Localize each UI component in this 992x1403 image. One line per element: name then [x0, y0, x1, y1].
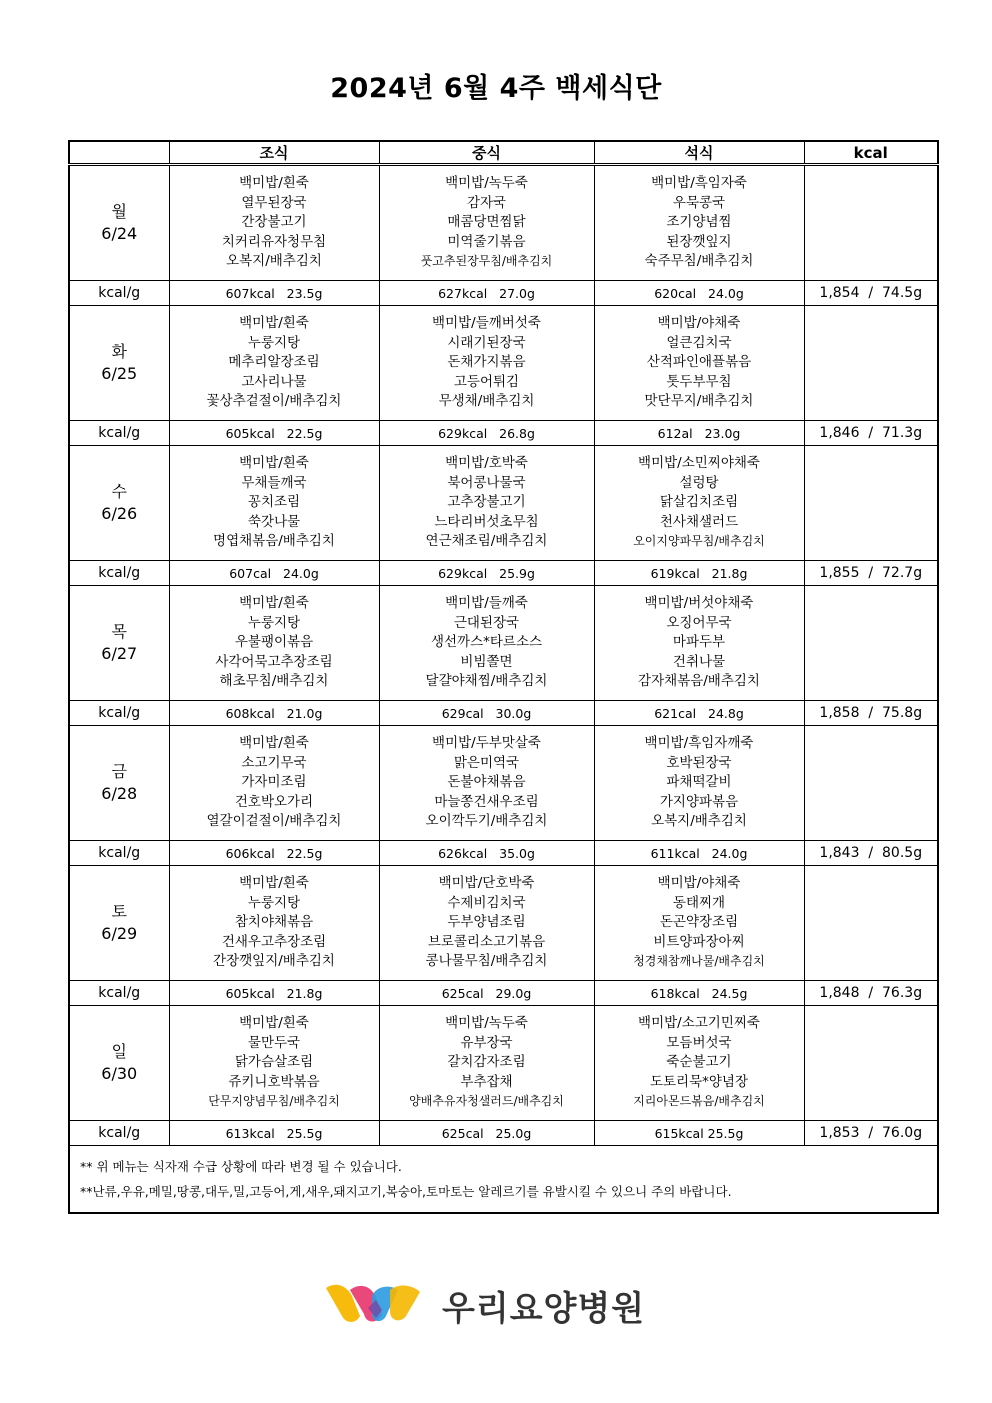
kcal-dinner: 620cal 24.0g — [594, 281, 804, 306]
kcal-total: 1,854 / 74.5g — [804, 281, 938, 306]
menu-item: 비빔쫄면 — [460, 653, 513, 670]
menu-item: 열무된장국 — [241, 194, 307, 211]
kcal-blank-cell — [804, 446, 938, 561]
breakfast-menu-cell — [169, 306, 379, 421]
menu-item: 사각어묵고추장조림 — [215, 653, 333, 670]
day-row — [69, 306, 938, 421]
menu-item: 비트양파장아찌 — [653, 933, 745, 950]
menu-item: 모듬버섯국 — [666, 1034, 732, 1051]
dinner-menu-cell — [594, 446, 804, 561]
kcal-lunch: 626kcal 35.0g — [379, 841, 594, 866]
kcal-row — [69, 281, 938, 306]
breakfast-menu-cell — [169, 446, 379, 561]
menu-item: 근대된장국 — [453, 614, 520, 631]
menu-item: 천사채샐러드 — [659, 513, 739, 530]
menu-item: 호박된장국 — [666, 754, 732, 771]
menu-item: 돈채가지볶음 — [447, 354, 526, 371]
kcal-breakfast: 607kcal 23.5g — [169, 281, 379, 306]
day-row — [69, 446, 938, 561]
menu-item: 고추장불고기 — [447, 494, 526, 511]
note-allergy: **난류,우유,메밀,땅콩,대두,밀,고등어,게,새우,돼지고기,복숭아,토마토는 알레르기를 유발시킬 수 있으니 주의 바랍니다. — [80, 1184, 732, 1199]
kcal-dinner: 611kcal 24.0g — [594, 841, 804, 866]
menu-item: 풋고추된장무침/배추김치 — [420, 254, 553, 269]
menu-item: 백미밥/야채죽 — [657, 315, 741, 332]
kcal-total: 1,843 / 80.5g — [804, 841, 938, 866]
kcal-label: kcal/g — [69, 421, 169, 446]
menu-item: 누룽지탕 — [247, 894, 301, 911]
menu-item: 백미밥/흑임자죽 — [651, 175, 747, 192]
breakfast-menu-cell — [169, 726, 379, 841]
menu-item: 가지양파볶음 — [659, 793, 739, 810]
kcal-label: kcal/g — [69, 1121, 169, 1146]
menu-item: 브로콜리소고기볶음 — [427, 933, 546, 950]
day-name: 금 — [111, 762, 127, 781]
menu-item: 맑은미역국 — [453, 754, 520, 771]
menu-item: 백미밥/야채죽 — [657, 875, 741, 892]
menu-item: 북어콩나물국 — [447, 474, 526, 491]
breakfast-menu-cell — [169, 586, 379, 701]
menu-item: 해초무침/배추김치 — [219, 673, 329, 690]
menu-item: 건호박오가리 — [234, 793, 314, 810]
menu-item: 백미밥/두부맛살죽 — [432, 735, 541, 752]
kcal-breakfast: 606kcal 22.5g — [169, 841, 379, 866]
kcal-blank-cell — [804, 165, 938, 281]
menu-item: 백미밥/흑임자깨죽 — [644, 735, 754, 752]
kcal-row — [69, 701, 938, 726]
kcal-lunch: 625cal 25.0g — [379, 1121, 594, 1146]
menu-item: 마늘쫑건새우조림 — [434, 793, 539, 810]
kcal-blank-cell — [804, 1006, 938, 1121]
kcal-total: 1,858 / 75.8g — [804, 701, 938, 726]
day-name: 일 — [111, 1042, 127, 1061]
kcal-lunch: 625cal 29.0g — [379, 981, 594, 1006]
dinner-menu-cell — [594, 1006, 804, 1121]
kcal-lunch: 629kcal 25.9g — [379, 561, 594, 586]
lunch-menu-cell — [379, 165, 594, 281]
menu-item: 시래기된장국 — [447, 334, 526, 351]
kcal-breakfast: 607cal 24.0g — [169, 561, 379, 586]
kcal-row — [69, 841, 938, 866]
day-row — [69, 165, 938, 281]
menu-item: 매콤당면찜닭 — [447, 214, 526, 231]
menu-item: 백미밥/호박죽 — [445, 455, 528, 472]
menu-item: 무생채/배추김치 — [438, 393, 535, 410]
menu-item: 지리아몬드볶음/배추김치 — [633, 1094, 765, 1109]
menu-item: 파채떡갈비 — [666, 774, 732, 791]
header-blank — [69, 141, 169, 165]
day-cell — [69, 446, 169, 561]
day-name: 수 — [111, 482, 127, 501]
day-name: 목 — [111, 622, 127, 641]
notes — [69, 1146, 938, 1214]
kcal-total: 1,855 / 72.7g — [804, 561, 938, 586]
kcal-row — [69, 981, 938, 1006]
menu-item: 메추리알장조림 — [228, 354, 320, 371]
menu-item: 조기양념찜 — [666, 214, 732, 231]
dinner-menu-cell — [594, 306, 804, 421]
menu-item: 산적파인애플볶음 — [646, 354, 752, 371]
dinner-menu-cell — [594, 866, 804, 981]
kcal-breakfast: 608kcal 21.0g — [169, 701, 379, 726]
menu-item: 오복지/배추김치 — [226, 253, 322, 270]
menu-item: 맛단무지/배추김치 — [644, 393, 754, 410]
menu-item: 된장깻잎지 — [666, 233, 732, 250]
menu-item: 고등어튀김 — [453, 373, 520, 390]
menu-item: 동태찌개 — [672, 894, 726, 911]
day-date: 6/25 — [101, 364, 138, 383]
logo-mark-icon — [320, 1278, 440, 1328]
kcal-lunch: 629cal 30.0g — [379, 701, 594, 726]
header-kcal: kcal — [804, 141, 938, 165]
menu-item: 느타리버섯초무침 — [434, 513, 539, 530]
menu-item: 간장불고기 — [241, 214, 307, 231]
menu-item: 얼큰김치국 — [666, 334, 732, 351]
menu-item: 백미밥/흰죽 — [239, 735, 309, 752]
kcal-breakfast: 605kcal 21.8g — [169, 981, 379, 1006]
menu-item: 닭살김치조림 — [659, 494, 739, 511]
menu-item: 우묵콩국 — [672, 194, 726, 211]
menu-item: 가자미조림 — [241, 774, 307, 791]
lunch-menu-cell — [379, 306, 594, 421]
hospital-logo — [320, 1278, 660, 1328]
menu-item: 톳두부무침 — [666, 373, 732, 390]
menu-item: 설렁탕 — [679, 474, 719, 491]
menu-item: 달걀야채찜/배추김치 — [425, 673, 548, 690]
menu-item: 물만두국 — [247, 1034, 301, 1051]
day-name: 토 — [111, 902, 127, 921]
lunch-menu-cell — [379, 586, 594, 701]
menu-item: 백미밥/단호박죽 — [438, 875, 535, 892]
note-change: ** 위 메뉴는 식자재 수급 상황에 따라 변경 될 수 있습니다. — [80, 1159, 402, 1174]
menu-item: 백미밥/소고기민찌죽 — [638, 1015, 760, 1032]
menu-item: 무채들깨국 — [241, 474, 307, 491]
menu-item: 백미밥/녹두죽 — [445, 175, 528, 192]
menu-item: 생선까스*타르소스 — [430, 634, 543, 651]
hospital-name: 우리요양병원 — [442, 1289, 646, 1329]
menu-item: 백미밥/흰죽 — [239, 1015, 309, 1032]
menu-item: 누룽지탕 — [247, 334, 301, 351]
day-date: 6/26 — [101, 504, 138, 523]
menu-item: 도토리묵*양념장 — [649, 1073, 749, 1090]
kcal-dinner: 619kcal 21.8g — [594, 561, 804, 586]
menu-item: 고사리나물 — [241, 373, 307, 390]
day-cell — [69, 1006, 169, 1121]
kcal-blank-cell — [804, 586, 938, 701]
kcal-total: 1,846 / 71.3g — [804, 421, 938, 446]
day-name: 월 — [111, 202, 127, 221]
menu-item: 수제비김치국 — [447, 894, 526, 911]
dinner-menu-cell — [594, 586, 804, 701]
menu-item: 명엽채볶음/배추김치 — [213, 533, 335, 550]
kcal-breakfast: 605kcal 22.5g — [169, 421, 379, 446]
menu-item: 백미밥/들깨죽 — [445, 595, 528, 612]
kcal-row — [69, 1121, 938, 1146]
kcal-lunch: 627kcal 27.0g — [379, 281, 594, 306]
header-breakfast: 조식 — [169, 141, 379, 165]
menu-item: 열갈이겉절이/배추김치 — [206, 813, 342, 830]
menu-item: 돈곤약장조림 — [659, 914, 739, 931]
menu-item: 백미밥/녹두죽 — [445, 1015, 528, 1032]
page-title: 2024년 6월 4주 백세식단 — [330, 73, 662, 104]
kcal-total: 1,848 / 76.3g — [804, 981, 938, 1006]
weekly-menu-table — [68, 140, 939, 1214]
table-header-row — [69, 141, 938, 165]
menu-item: 참치야채볶음 — [234, 914, 314, 931]
menu-item: 감자채볶음/배추김치 — [638, 673, 760, 690]
menu-item: 오징어무국 — [666, 614, 732, 631]
lunch-menu-cell — [379, 1006, 594, 1121]
day-cell — [69, 165, 169, 281]
menu-item: 쑥갓나물 — [247, 513, 301, 530]
kcal-dinner: 612al 23.0g — [594, 421, 804, 446]
lunch-menu-cell — [379, 726, 594, 841]
header-dinner: 석식 — [594, 141, 804, 165]
menu-item: 소고기무국 — [241, 754, 307, 771]
day-row — [69, 586, 938, 701]
kcal-breakfast: 613kcal 25.5g — [169, 1121, 379, 1146]
menu-item: 우불팽이볶음 — [234, 634, 314, 651]
day-row — [69, 866, 938, 981]
menu-item: 숙주무침/배추김치 — [644, 253, 754, 270]
menu-item: 갈치감자조림 — [447, 1054, 526, 1071]
menu-item: 양배추유자청샐러드/배추김치 — [409, 1094, 564, 1109]
menu-item: 건취나물 — [672, 653, 726, 670]
menu-item: 콩나물무침/배추김치 — [425, 953, 548, 970]
menu-item: 백미밥/들깨버섯죽 — [432, 315, 541, 332]
menu-item: 백미밥/흰죽 — [239, 455, 309, 472]
kcal-dinner: 615kcal 25.5g — [594, 1121, 804, 1146]
kcal-row — [69, 421, 938, 446]
day-date: 6/28 — [101, 784, 138, 803]
menu-item: 오이깍두기/배추김치 — [425, 813, 548, 830]
kcal-label: kcal/g — [69, 561, 169, 586]
day-date: 6/29 — [101, 924, 138, 943]
menu-item: 돈불야채볶음 — [447, 774, 526, 791]
menu-item: 간장깻잎지/배추김치 — [213, 953, 335, 970]
breakfast-menu-cell — [169, 165, 379, 281]
kcal-label: kcal/g — [69, 281, 169, 306]
menu-item: 치커리유자청무침 — [221, 233, 327, 250]
menu-item: 건새우고추장조림 — [221, 933, 327, 950]
menu-item: 미역줄기볶음 — [447, 233, 526, 250]
dinner-menu-cell — [594, 165, 804, 281]
day-row — [69, 726, 938, 841]
menu-item: 연근채조림/배추김치 — [425, 533, 548, 550]
breakfast-menu-cell — [169, 866, 379, 981]
kcal-label: kcal/g — [69, 701, 169, 726]
menu-item: 백미밥/흰죽 — [239, 595, 309, 612]
menu-item: 꽁치조림 — [247, 494, 301, 511]
menu-item: 누룽지탕 — [247, 614, 301, 631]
menu-item: 유부장국 — [460, 1034, 513, 1051]
menu-item: 두부양념조림 — [447, 914, 526, 931]
day-cell — [69, 866, 169, 981]
day-cell — [69, 726, 169, 841]
menu-item: 감자국 — [466, 194, 507, 211]
menu-item: 오복지/배추김치 — [651, 813, 747, 830]
kcal-label: kcal/g — [69, 841, 169, 866]
kcal-label: kcal/g — [69, 981, 169, 1006]
kcal-dinner: 618kcal 24.5g — [594, 981, 804, 1006]
menu-item: 단무지양념무침/배추김치 — [208, 1094, 340, 1109]
day-cell — [69, 586, 169, 701]
menu-item: 백미밥/흰죽 — [239, 175, 309, 192]
kcal-blank-cell — [804, 726, 938, 841]
menu-item: 백미밥/소민찌야채죽 — [638, 455, 760, 472]
day-cell — [69, 306, 169, 421]
menu-item: 청경채참깨나물/배추김치 — [633, 954, 765, 969]
lunch-menu-cell — [379, 446, 594, 561]
day-date: 6/27 — [101, 644, 138, 663]
day-row — [69, 1006, 938, 1121]
menu-item: 죽순불고기 — [666, 1054, 732, 1071]
day-name: 화 — [111, 342, 127, 361]
kcal-total: 1,853 / 76.0g — [804, 1121, 938, 1146]
kcal-dinner: 621cal 24.8g — [594, 701, 804, 726]
lunch-menu-cell — [379, 866, 594, 981]
day-date: 6/30 — [101, 1064, 138, 1083]
day-date: 6/24 — [101, 224, 138, 243]
kcal-row — [69, 561, 938, 586]
menu-item: 백미밥/흰죽 — [239, 315, 309, 332]
menu-item: 백미밥/흰죽 — [239, 875, 309, 892]
header-lunch: 중식 — [379, 141, 594, 165]
menu-item: 쥬키니호박볶음 — [228, 1073, 320, 1090]
menu-item: 오이지양파무침/배추김치 — [633, 534, 765, 549]
kcal-blank-cell — [804, 866, 938, 981]
breakfast-menu-cell — [169, 1006, 379, 1121]
menu-item: 마파두부 — [672, 634, 726, 651]
kcal-lunch: 629kcal 26.8g — [379, 421, 594, 446]
menu-item: 닭가슴살조림 — [234, 1054, 314, 1071]
menu-item: 백미밥/버섯야채죽 — [644, 595, 754, 612]
menu-item: 꽃상추겉절이/배추김치 — [206, 393, 342, 410]
menu-item: 부추잡채 — [460, 1073, 513, 1090]
dinner-menu-cell — [594, 726, 804, 841]
kcal-blank-cell — [804, 306, 938, 421]
